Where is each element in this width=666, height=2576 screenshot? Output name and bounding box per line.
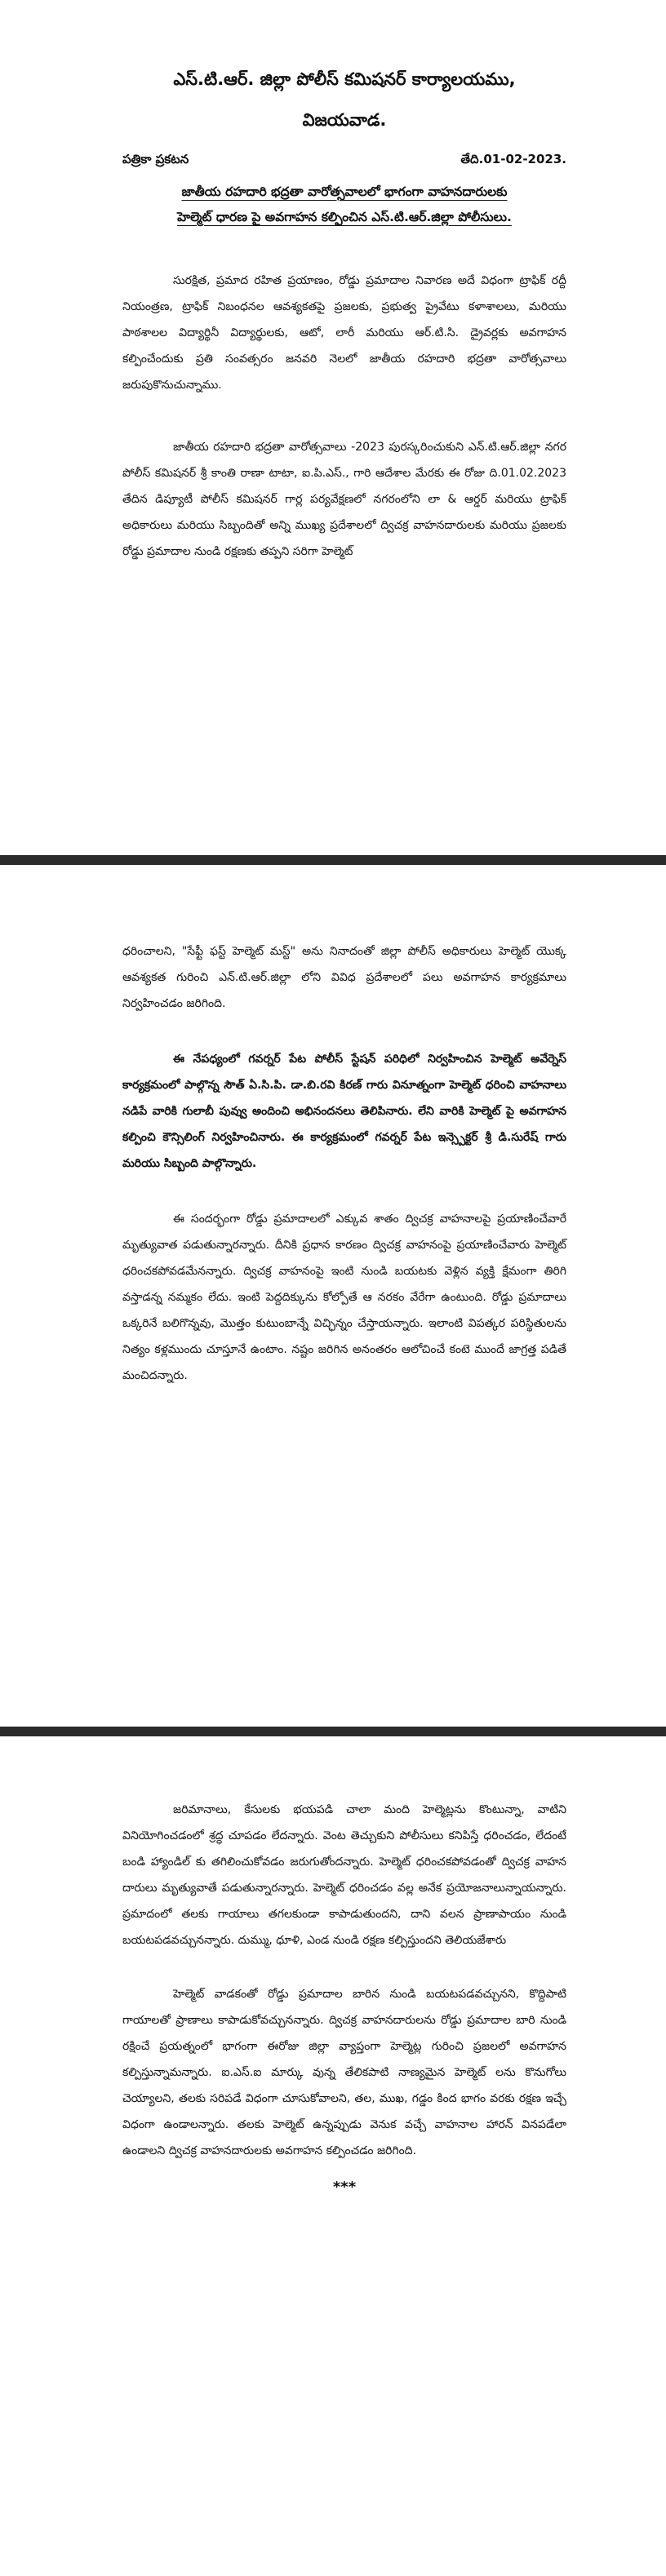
page-3-content [122, 1797, 566, 2196]
release-subtitle [122, 180, 566, 230]
press-release-label: పత్రికా ప్రకటన [122, 152, 189, 166]
office-title: ఎస్.టి.ఆర్. జిల్లా పోలీస్ కమిషనర్ కార్యాలయము, [173, 69, 516, 89]
document-page-2 [0, 865, 666, 1727]
page-3-paragraph-2: హెల్మెట్ వాడకంతో రోడ్డు ప్రమాదాల బారిన నుండి బయటపడవచ్చునని, కొద్దిపాటి గాయాలతో ప్రాణాలు కాపాడుకోవచ్చునన్నారు. ద్విచక్ర వాహనదారులను రోడ్డు ప్రమాదాల బారి నుండి రక్షించే ప్రయత్నంలో భాగంగా ఈరోజు జిల్లా వ్యాప్తంగా హెల్మెట్ల గురించి ప్రజలలో అవగాహన కల్పిస్తున్నామన్నారు. ఐ.ఎస్.ఐ మార్కు వున్న తేలికపాటి నాణ్యమైన హెల్మెట్ లను కొనుగోలు చెయ్యాలని, తలకు సరిపడే విధంగా చూసుకోవాలని, తల, ముఖ, గడ్డం కింద భాగం వరకు రక్షణ ఇచ్చే విధంగా ఉండాలన్నారు. తలకు హెల్మెట్ ఉన్నప్పుడు వెనుక వచ్చే వాహనాల హారన్ వినపడేలా ఉండాలని ద్విచక్ర వాహనదారులకు అవగాహన కల్పించడం జరిగింది. [122, 1988, 566, 2157]
page-separator-1 [0, 855, 666, 865]
page-2-paragraph-2: ఈ నేపధ్యంలో గవర్నర్ పేట పోలీస్ స్టేషన్ పరిధిలో నిర్వహించిన హెల్మెట్ అవేర్నెస్ కార్యక్రమంలో పాల్గొన్న సౌత్ ఏ.సి.పి. డా.బి.రవి కిరణ్ గారు వినూత్నంగా హెల్మెట్ ధరించి వాహనాలు నడిపే వారికి గులాబీ పువ్వు అందించి అభినందనలు తెలిపినారు. లేని వారికి హెల్మెట్ పై అవగాహన కల్పించి కౌన్సిలింగ్ నిర్వహించినారు. ఈ కార్యక్రమంలో గవర్నర్ పేట ఇన్స్పెక్టర్ శ్రీ డి.సురేష్ గారు మరియు సిబ్బంది పాల్గొన్నారు. [122, 1053, 566, 1170]
document-page-3 [0, 1736, 666, 2576]
page-3-paragraph-1: జరిమానాలు, కేసులకు భయపడి చాలా మంది హెల్మెట్లను కొంటున్నా, వాటిని వినియోగించడంలో శ్రద్ధ చూపడం లేదన్నారు. వెంట తెచ్చుకుని పోలీసులు కనిపిస్తే ధరించడం, లేదంటే బండి హ్యాండిల్ కు తగిలించుకోవడం జరుగుతోందన్నారు. హెల్మెట్ ధరించకపోవడంతో ద్విచక్ర వాహన దారులు మృత్యువాతే పడుతున్నారన్నారు. హెల్మెట్ ధరించడం వల్ల అనేక ప్రయోజనాలున్నాయన్నారు. ప్రమాదంలో తలకు గాయాలు తగలకుండా కాపాడుతుందని, దాని వలన ప్రాణాపాయం నుండి బయటపడవచ్చునన్నారు. దుమ్ము, ధూళి, ఎండ నుండి రక్షణ కల్పిస్తుందని తెలియజేశారు [122, 1803, 566, 1947]
office-city: విజయవాడ. [302, 110, 387, 130]
page-2-paragraph-3: ఈ సందర్భంగా రోడ్డు ప్రమాదాలలో ఎక్కువ శాతం ద్విచక్ర వాహనాలపై ప్రయాణించేవారే మృత్యువాత పడుతున్నారన్నారు. దీనికి ప్రధాన కారణం ద్విచక్ర వాహనంపై ప్రయాణించేవారు హెల్మెట్ ధరించకపోవడమేనన్నారు. ద్విచక్ర వాహనంపై ఇంటి నుండి బయటకు వెళ్లిన వ్యక్తి క్షేమంగా తిరిగి వస్తాడన్న నమ్మకం లేదు. ఇంటి పెద్దదిక్కును కోల్పోతే ఆ నరకం వేరేగా ఉంటుంది. రోడ్డు ప్రమాదాలు ఒక్కరినే బలిగొన్నవు, మొత్తం కుటుంబాన్నే విచ్ఛిన్నం చేస్తాయన్నారు. ఇలాంటి విపత్కర పరిస్థితులను నిత్యం కళ్లముందు చూస్తూనే ఉంటాం. నష్టం జరిగిన అనంతరం ఆలోచించే కంటె ముందే జాగ్రత్త పడితే మంచిదన్నారు. [122, 1213, 566, 1382]
page-2-content [122, 938, 566, 1389]
page-separator-2 [0, 1727, 666, 1736]
press-release-meta [122, 152, 566, 170]
subtitle-line-1: జాతీయ రహదారి భద్రతా వారోత్సవాలలో భాగంగా వాహనదారులకు [181, 184, 508, 199]
page-1-content [122, 59, 566, 565]
page-1-paragraph-2: జాతీయ రహదారి భద్రతా వారోత్సవాలు -2023 పురస్కరించుకుని ఎన్.టి.ఆర్.జిల్లా నగర పోలీస్ కమిషనర్ శ్రీ కాంతి రాణా టాటా, ఐ.పి.ఎస్., గారి ఆదేశాల మేరకు ఈ రోజు ది.01.02.2023 తేదిన డిప్యూటీ పోలీస్ కమిషనర్ గార్ల పర్యవేక్షణలో నగరంలోని లా & ఆర్డర్ మరియు ట్రాఫిక్ అధికారులు మరియు సిబ్బందితో అన్ని ముఖ్య ప్రదేశాలలో ద్విచక్ర వాహనదారులకు మరియు ప్రజలకు రోడ్డు ప్రమాదాల నుండి రక్షణకు తప్పని సరిగా హెల్మెట్ [122, 441, 566, 558]
release-date: తేది.01-02-2023. [460, 152, 566, 166]
subtitle-line-2: హెల్మెట్ ధారణ పై అవగాహన కల్పించిన ఎస్.టి.ఆర్.జిల్లా పోలీసులు. [177, 210, 512, 224]
page-2-paragraph-1: ధరించాలని, "సేఫ్టీ ఫస్ట్ హెల్మెట్ మస్ట్" అను నినాదంతో జిల్లా పోలీస్ అధికారులు హెల్మెట్ యొక్క ఆవశ్యకత గురించి ఎన్.టి.ఆర్.జిల్లా లోని వివిధ ప్రదేశాలలో పలు అవగాహన కార్యక్రమాలు నిర్వహించడం జరిగింది. [122, 945, 566, 1010]
end-of-release-mark: *** [332, 2179, 357, 2196]
page-1-paragraph-1: సురక్షిత, ప్రమాద రహిత ప్రయాణం, రోడ్డు ప్రమాదాల నివారణ అదే విధంగా ట్రాఫిక్ రద్దీ నియంత్రణ, ట్రాఫిక్ నిబంధనల ఆవశ్యకతపై ప్రజలకు, ప్రభుత్వ ప్రైవేటు కళాశాలలు, మరియు పాఠశాలల విద్యార్థినీ విద్యార్థులకు, ఆటో, లారీ మరియు ఆర్.టి.సి. డ్రైవర్లకు అవగాహన కల్పించేందుకు ప్రతి సంవత్సరం జనవరి నెలలో జాతీయ రహదారి భద్రతా వారోత్సవాలు జరుపుకొనుచున్నాము. [122, 274, 566, 392]
document-page-1 [0, 0, 666, 855]
